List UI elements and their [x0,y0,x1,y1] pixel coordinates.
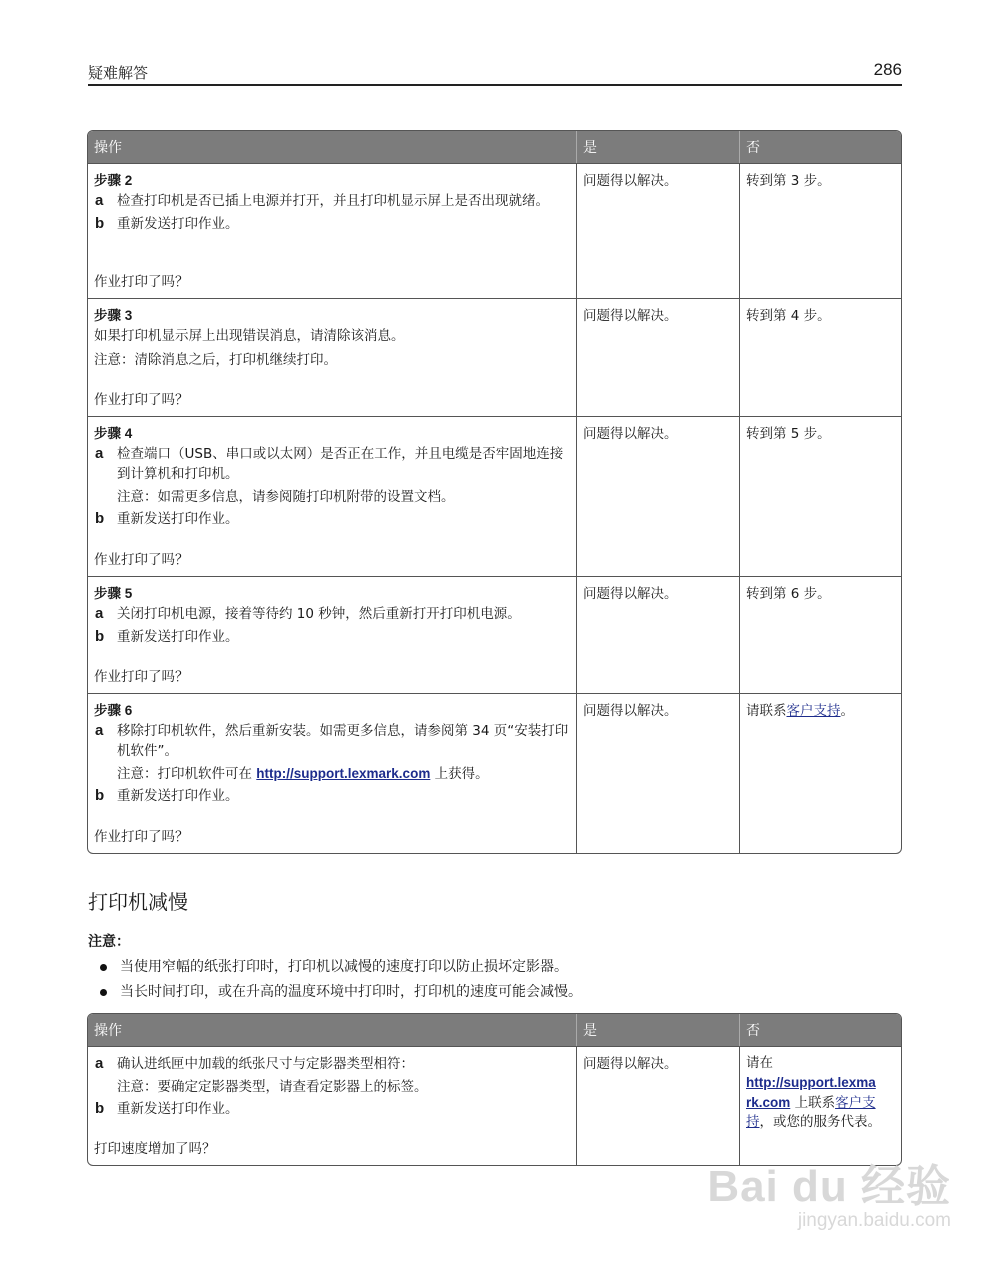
action-cell [88,416,576,576]
step-title: 步骤 3 [94,308,133,323]
action-cell [88,576,576,693]
substep-b: b 重新发送打印作业。 [95,628,239,645]
note-text: 注意：如需更多信息，请参阅随打印机附带的设置文档。 [117,489,455,505]
page-number: 286 [873,60,902,79]
yes-cell: 问题得以解决。 [576,1046,739,1165]
table-header-row [88,1014,901,1046]
no-cell: 转到第 3 步。 [739,163,901,298]
no-cell: 转到第 6 步。 [739,576,901,693]
step-title: 步骤 2 [94,173,133,188]
yes-cell: 问题得以解决。 [576,416,739,576]
yes-cell: 问题得以解决。 [576,576,739,693]
header-no: 否 [739,131,901,163]
table-header-row [88,131,901,163]
list-item: 当使用窄幅的纸张打印时，打印机以减慢的速度打印以防止损坏定影器。 [88,955,908,980]
page-header [88,62,902,86]
header-yes: 是 [576,131,739,163]
chapter-title: 疑难解答 [88,64,149,82]
question: 作业打印了吗？ [94,829,189,845]
support-link[interactable]: http://support.lexmark.com [256,766,431,781]
no-cell: 请在 http://support.lexma rk.com 上联系客户支 持，或您的服务代表。 [739,1046,901,1165]
substep-b: b 重新发送打印作业。 [95,510,239,527]
header-no: 否 [739,1014,901,1046]
table-row [88,298,901,416]
customer-support-link[interactable]: 客户支持 [786,703,841,719]
header-action: 操作 [88,1014,576,1046]
list-item: 当长时间打印，或在升高的温度环境中打印时，打印机的速度可能会减慢。 [88,980,908,1005]
watermark-brand: Bai du 经验 [707,1162,951,1211]
table-row [88,1046,901,1165]
support-link-continued[interactable]: rk.com [746,1095,791,1110]
table-row [88,576,901,693]
no-cell: 请联系客户支持。 [739,693,901,853]
note-text: 注意：清除消息之后，打印机继续打印。 [94,352,337,368]
yes-cell: 问题得以解决。 [576,163,739,298]
substep-b: b 重新发送打印作业。 [95,215,239,232]
action-cell [88,693,576,853]
step-title: 步骤 4 [94,426,133,441]
question: 作业打印了吗？ [94,392,189,408]
yes-cell: 问题得以解决。 [576,298,739,416]
no-cell: 转到第 4 步。 [739,298,901,416]
table-row [88,693,901,853]
header-yes: 是 [576,1014,739,1046]
note-label: 注意： [88,934,130,950]
substep-a: a 移除打印机软件，然后重新安装。如需更多信息，请参阅第 34 页“安装打印机软件”。 [95,722,569,759]
step-title: 步骤 5 [94,586,133,601]
yes-cell: 问题得以解决。 [576,693,739,853]
substep-a: a 检查打印机是否已插上电源并打开，并且打印机显示屏上是否出现就绪。 [95,192,549,209]
substep-a: a 关闭打印机电源，接着等待约 10 秒钟，然后重新打开打印机电源。 [95,605,521,622]
substep-a: a 确认进纸匣中加载的纸张尺寸与定影器类型相符： [95,1055,414,1072]
note-text: 注意：要确定定影器类型，请查看定影器上的标签。 [117,1079,428,1095]
question: 作业打印了吗？ [94,552,189,568]
table-row [88,416,901,576]
question: 作业打印了吗？ [94,669,189,685]
substep-b: b 重新发送打印作业。 [95,787,239,804]
watermark [707,1150,951,1232]
customer-support-link-continued[interactable]: 持 [746,1114,760,1130]
customer-support-link[interactable]: 客户支 [835,1095,876,1111]
note-bullet-list [88,955,908,1005]
substep-b: b 重新发送打印作业。 [95,1100,239,1117]
action-cell [88,298,576,416]
troubleshooting-table [87,130,902,854]
step-text: 如果打印机显示屏上出现错误消息，请清除该消息。 [94,328,405,344]
action-cell [88,1046,576,1165]
note-text: 注意：打印机软件可在 http://support.lexmark.com 上获得。 [117,766,489,782]
question: 作业打印了吗？ [94,274,189,290]
table-row [88,163,901,298]
no-cell: 转到第 5 步。 [739,416,901,576]
header-action: 操作 [88,131,576,163]
question: 打印速度增加了吗？ [94,1141,216,1157]
watermark-url: jingyan.baidu.com [797,1210,951,1231]
section-title: 打印机减慢 [88,890,188,914]
slow-printing-table [87,1013,902,1166]
step-title: 步骤 6 [94,703,133,718]
support-link[interactable]: http://support.lexma [746,1075,876,1090]
substep-a: a 检查端口（USB、串口或以太网）是否正在工作，并且电缆是否牢固地连接到计算机和打印机。 [95,445,564,482]
action-cell [88,163,576,298]
